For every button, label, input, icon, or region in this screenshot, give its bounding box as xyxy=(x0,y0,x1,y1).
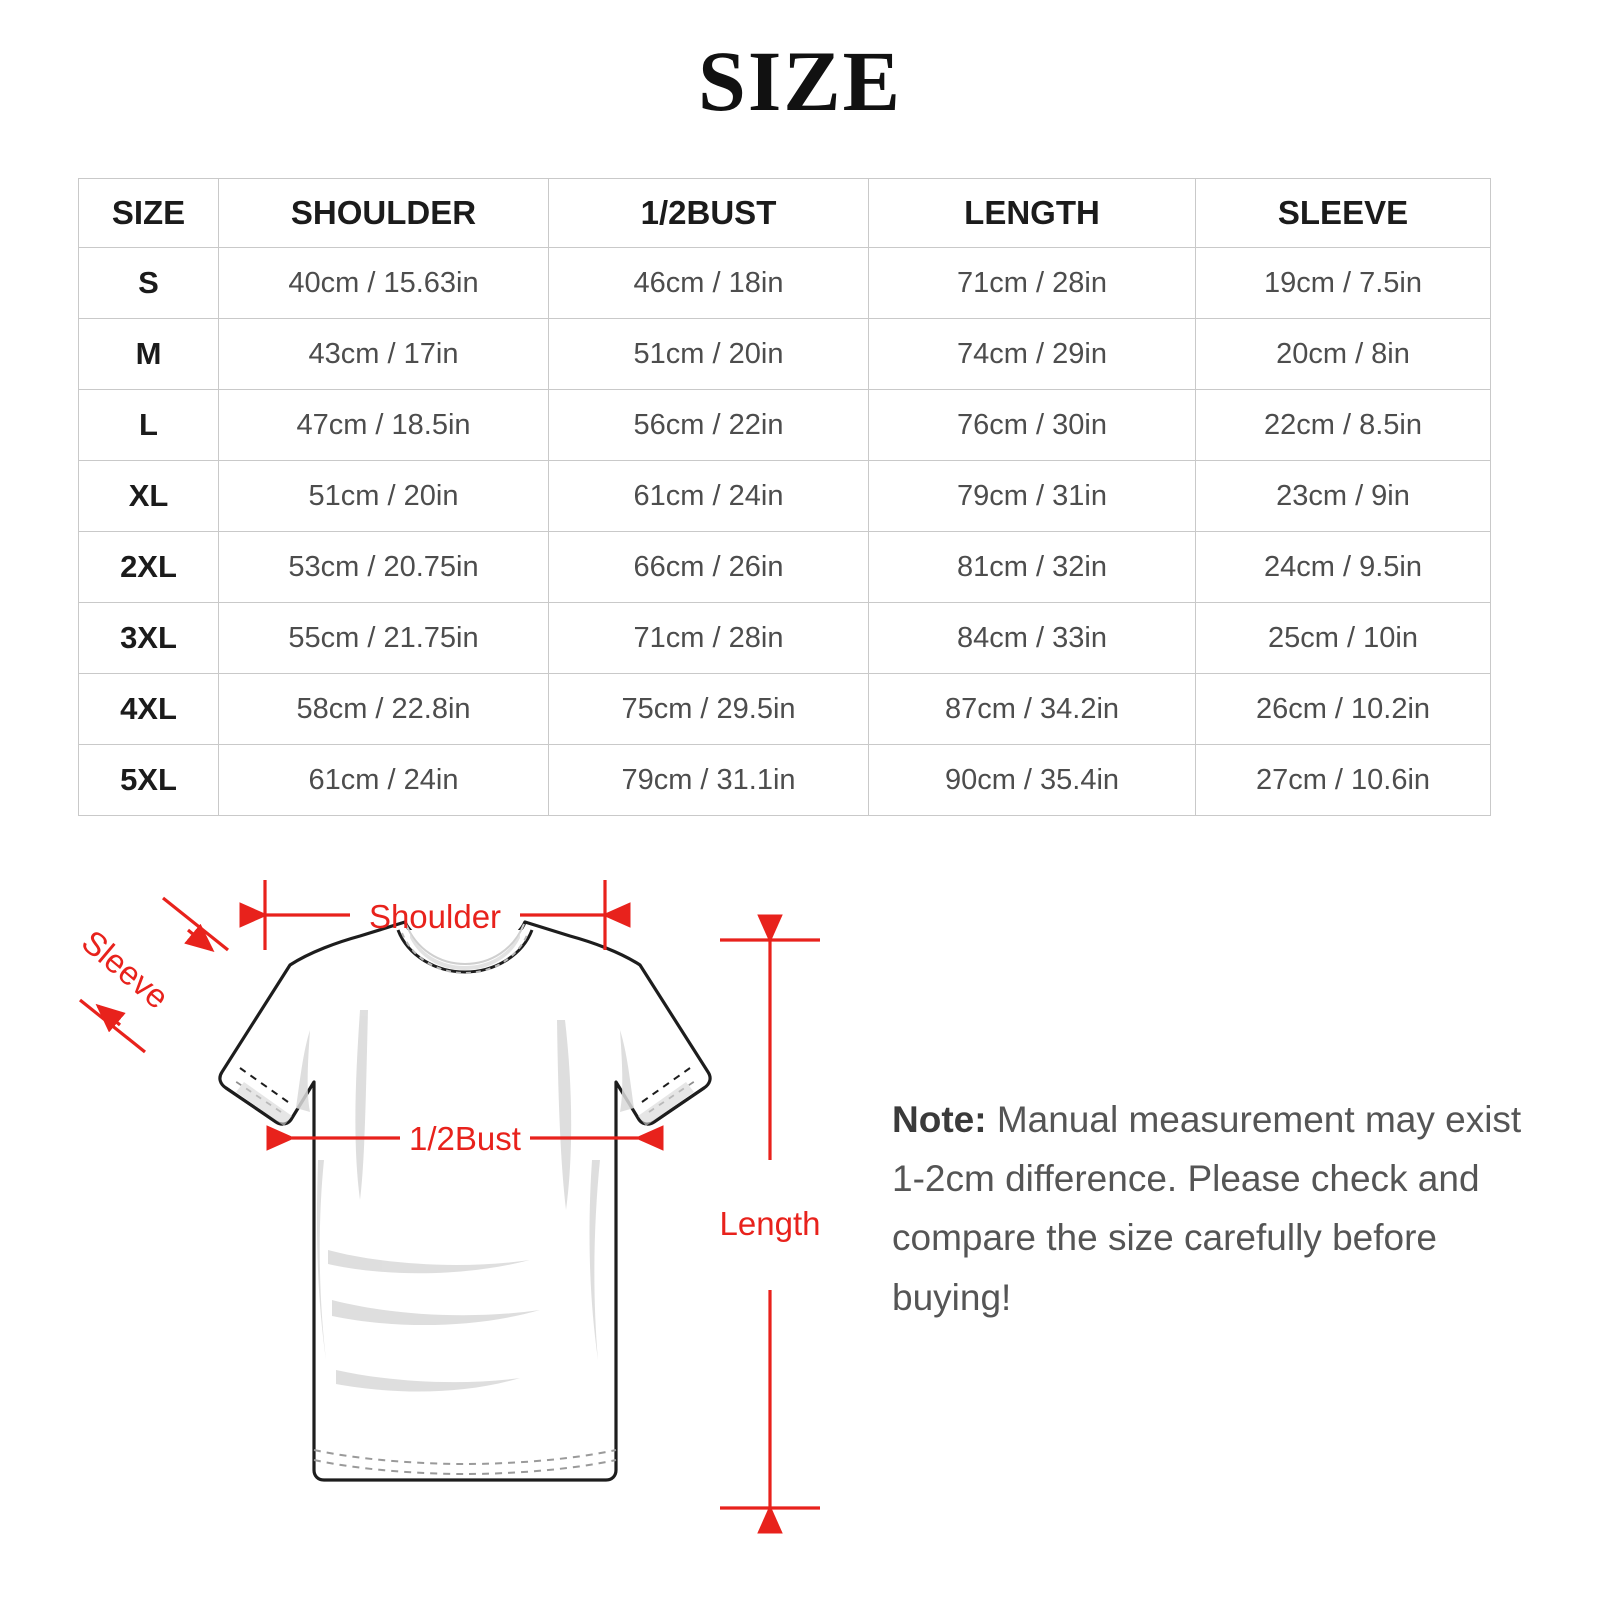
cell-sleeve: 19cm / 7.5in xyxy=(1196,248,1491,319)
bust-label: 1/2Bust xyxy=(409,1120,521,1157)
cell-size: 5XL xyxy=(79,745,219,816)
cell-length: 90cm / 35.4in xyxy=(869,745,1196,816)
cell-bust: 71cm / 28in xyxy=(549,603,869,674)
note-label: Note: xyxy=(892,1099,987,1140)
cell-shoulder: 43cm / 17in xyxy=(219,319,549,390)
cell-size: L xyxy=(79,390,219,461)
cell-size: 4XL xyxy=(79,674,219,745)
cell-length: 81cm / 32in xyxy=(869,532,1196,603)
column-header-shoulder: SHOULDER xyxy=(219,179,549,248)
cell-sleeve: 25cm / 10in xyxy=(1196,603,1491,674)
cell-shoulder: 51cm / 20in xyxy=(219,461,549,532)
cell-sleeve: 26cm / 10.2in xyxy=(1196,674,1491,745)
table-row xyxy=(79,745,1491,816)
table-row xyxy=(79,319,1491,390)
tshirt-illustration xyxy=(220,922,710,1480)
table-row xyxy=(79,674,1491,745)
cell-bust: 51cm / 20in xyxy=(549,319,869,390)
cell-sleeve: 24cm / 9.5in xyxy=(1196,532,1491,603)
table-row xyxy=(79,248,1491,319)
cell-shoulder: 40cm / 15.63in xyxy=(219,248,549,319)
cell-size: 2XL xyxy=(79,532,219,603)
cell-length: 76cm / 30in xyxy=(869,390,1196,461)
size-chart-table xyxy=(78,178,1491,816)
cell-bust: 66cm / 26in xyxy=(549,532,869,603)
measurement-diagram xyxy=(60,860,860,1560)
shoulder-label: Shoulder xyxy=(368,898,502,935)
cell-size: XL xyxy=(79,461,219,532)
column-header-length: LENGTH xyxy=(869,179,1196,248)
cell-length: 79cm / 31in xyxy=(869,461,1196,532)
table-row xyxy=(79,390,1491,461)
cell-length: 71cm / 28in xyxy=(869,248,1196,319)
cell-shoulder: 55cm / 21.75in xyxy=(219,603,549,674)
cell-size: M xyxy=(79,319,219,390)
cell-size: 3XL xyxy=(79,603,219,674)
note-block xyxy=(892,1090,1552,1327)
cell-shoulder: 61cm / 24in xyxy=(219,745,549,816)
table-row xyxy=(79,461,1491,532)
note-text: Manual measurement may exist 1-2cm difference. Please check and compare the size carefully before buying! xyxy=(892,1099,1522,1318)
column-header-sleeve: SLEEVE xyxy=(1196,179,1491,248)
cell-bust: 61cm / 24in xyxy=(549,461,869,532)
table-row xyxy=(79,603,1491,674)
cell-bust: 75cm / 29.5in xyxy=(549,674,869,745)
column-header-bust: 1/2BUST xyxy=(549,179,869,248)
column-header-size: SIZE xyxy=(79,179,219,248)
cell-size: S xyxy=(79,248,219,319)
cell-sleeve: 20cm / 8in xyxy=(1196,319,1491,390)
cell-shoulder: 47cm / 18.5in xyxy=(219,390,549,461)
table-header-row xyxy=(79,179,1491,248)
cell-length: 84cm / 33in xyxy=(869,603,1196,674)
cell-shoulder: 53cm / 20.75in xyxy=(219,532,549,603)
cell-bust: 79cm / 31.1in xyxy=(549,745,869,816)
cell-length: 87cm / 34.2in xyxy=(869,674,1196,745)
cell-bust: 46cm / 18in xyxy=(549,248,869,319)
cell-length: 74cm / 29in xyxy=(869,319,1196,390)
table-row xyxy=(79,532,1491,603)
sleeve-label: Sleeve xyxy=(74,922,176,1016)
cell-sleeve: 23cm / 9in xyxy=(1196,461,1491,532)
length-label: Length xyxy=(719,1205,821,1242)
cell-shoulder: 58cm / 22.8in xyxy=(219,674,549,745)
page-title: SIZE xyxy=(697,33,903,129)
cell-bust: 56cm / 22in xyxy=(549,390,869,461)
cell-sleeve: 22cm / 8.5in xyxy=(1196,390,1491,461)
cell-sleeve: 27cm / 10.6in xyxy=(1196,745,1491,816)
